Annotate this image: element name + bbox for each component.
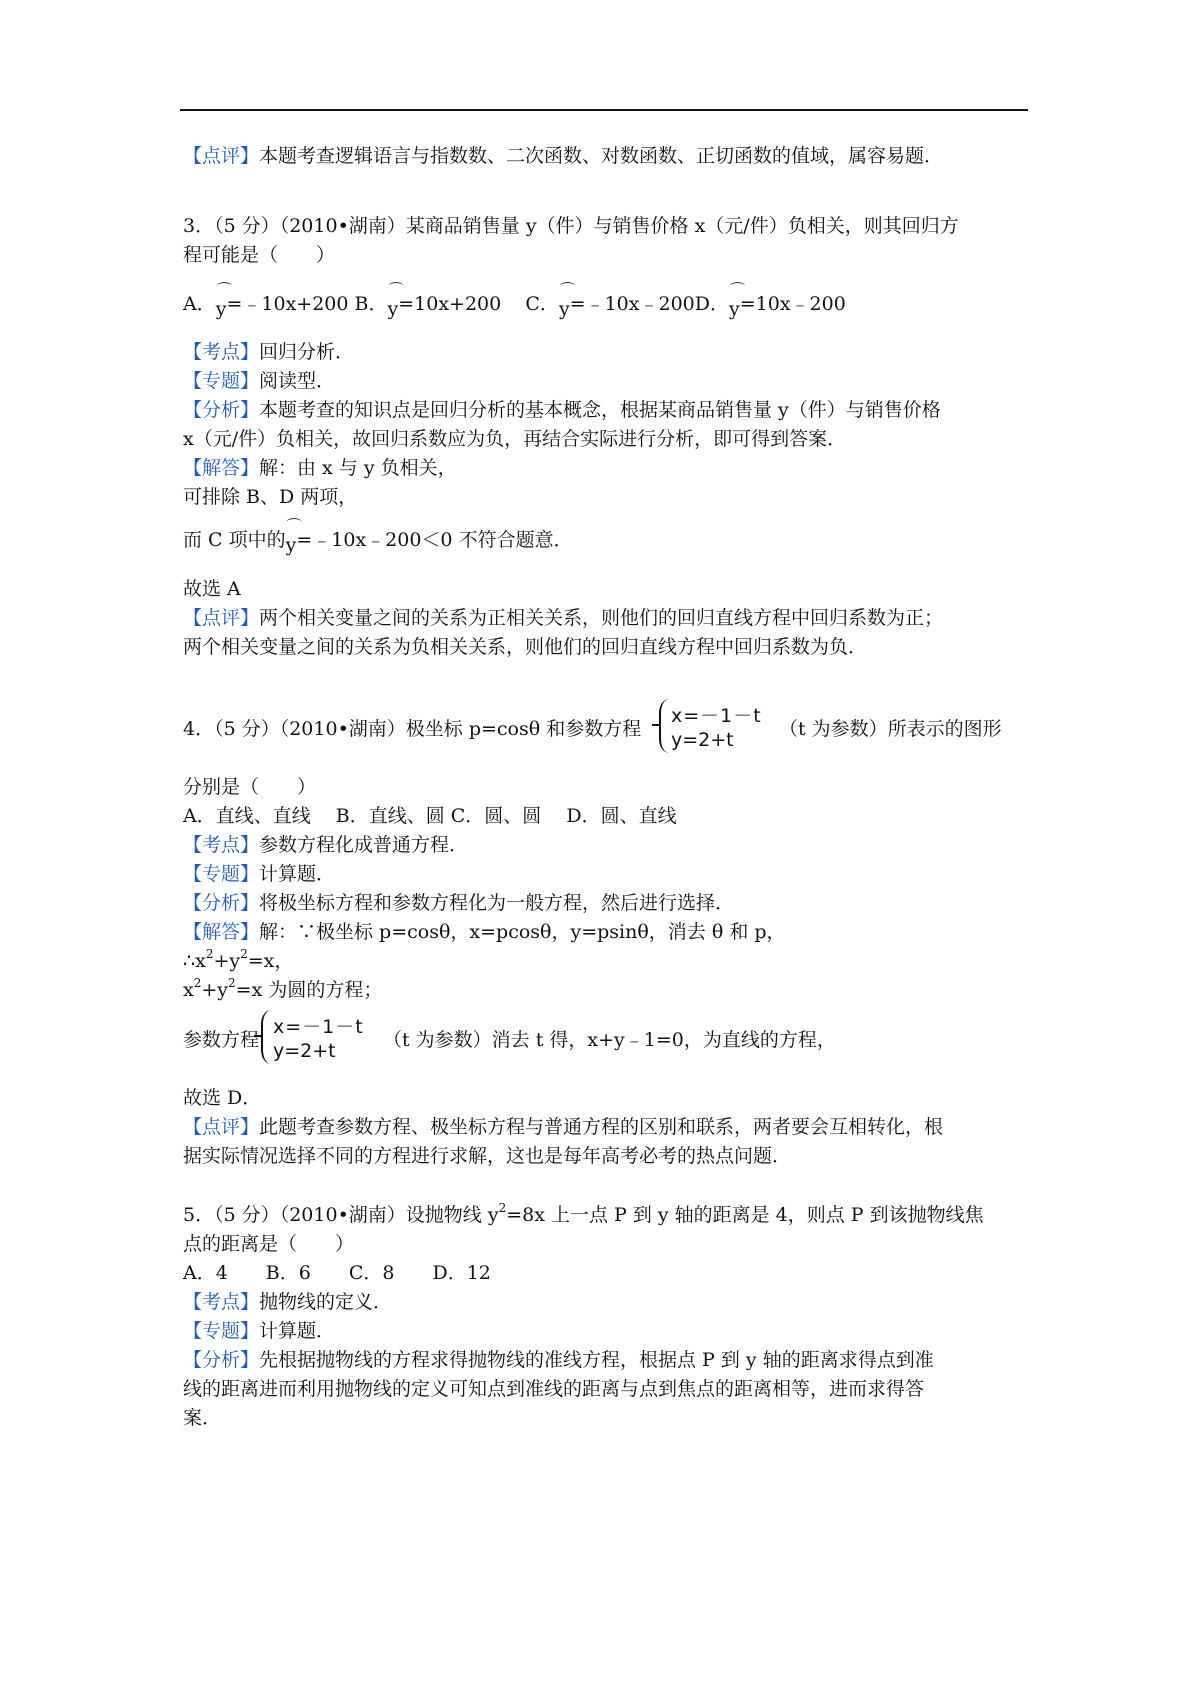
y-hat: ⌒ y <box>387 281 404 320</box>
q4-kaodian: 【考点】参数方程化成普通方程． <box>183 834 469 856</box>
q4-stem-post: （t 为参数）所表示的图形 <box>779 718 1002 740</box>
q3-dianping: 【点评】两个相关变量之间的关系为正相关关系，则他们的回归直线方程中回归系数为正； <box>183 607 944 629</box>
y-hat: ⌒ y <box>215 281 232 320</box>
intro-review: 【点评】本题考查逻辑语言与指数数、二次函数、对数函数、正切函数的值域，属容易题． <box>183 145 944 167</box>
q3-fenxi: 【分析】本题考查的知识点是回归分析的基本概念，根据某商品销售量 y（件）与销售价格 <box>183 399 941 421</box>
header-rule <box>180 109 1028 111</box>
q5-fenxi-cont: 线的距离进而利用抛物线的定义可知点到准线的距离与点到焦点的距离相等，进而求得答 <box>183 1378 925 1400</box>
q4-therefore: $\therefore x^2+y^2=x$， <box>183 947 294 972</box>
q4-dianping: 【点评】此题考查参数方程、极坐标方程与普通方程的区别和联系，两者要会互相转化，根 <box>183 1116 944 1138</box>
q3-fenxi-cont: x（元/件）负相关，故回归系数应为负，再结合实际进行分析，即可得到答案． <box>183 428 847 450</box>
q4-param-pre: 参数方程 <box>183 1029 260 1051</box>
param-equation-system: x=－1－t y=2+t <box>261 1010 361 1068</box>
q3-answer: 故选 A <box>183 578 241 600</box>
q4-zhuanti: 【专题】计算题． <box>183 863 336 885</box>
q3-zhuanti: 【专题】阅读型． <box>183 370 336 392</box>
param-equation-system: x=－1－t y=2+t <box>659 699 759 757</box>
q4-circle: $x^2+y^2=x$ 为圆的方程； <box>183 976 383 1001</box>
q3-jieda-line3: 而 C 项中的 ⌒ y=﹣10x﹣200＜0 不符合题意． <box>183 517 573 556</box>
q3-stem-line2: 程可能是（ ） <box>183 244 336 266</box>
y-hat: ⌒ y <box>728 281 745 320</box>
q4-stem-line2: 分别是（ ） <box>183 776 317 798</box>
q5-stem-line2: 点的距离是（ ） <box>183 1233 355 1255</box>
q3-jieda-line2: 可排除 B、D 两项， <box>183 486 358 508</box>
q4-jieda: 【解答】解：∵极坐标 p=cosθ，x=pcosθ，y=psinθ，消去 θ 和 p， <box>183 921 786 943</box>
q4-answer: 故选 D． <box>183 1087 262 1109</box>
q5-kaodian: 【考点】抛物线的定义． <box>183 1291 393 1313</box>
q4-options: A．直线、直线 B．直线、圆 C．圆、圆 D．圆、直线 <box>183 805 677 827</box>
left-brace-icon <box>659 699 669 753</box>
q4-param-post: （t 为参数）消去 t 得，x+y﹣1=0，为直线的方程， <box>383 1029 836 1051</box>
q5-zhuanti: 【专题】计算题． <box>183 1320 336 1342</box>
q4-fenxi: 【分析】将极坐标方程和参数方程化为一般方程，然后进行选择． <box>183 892 735 914</box>
q5-stem-line1: 5．（5 分）（2010•湖南）设抛物线 $y^2=8x$ 上一点 P 到 y 轴的距离是 4，则点 P 到该抛物线焦 <box>183 1201 984 1226</box>
q3-stem-line1: 3．（5 分）（2010•湖南）某商品销售量 y（件）与销售价格 x（元/件）负相关，则其回归方 <box>183 215 959 237</box>
q3-options: A． ⌒ y=﹣10x+200 B． ⌒ y=10x+200 C． ⌒ y=﹣10x﹣200D． ⌒ y=10x﹣200 <box>183 281 846 320</box>
q3-jieda: 【解答】解：由 x 与 y 负相关， <box>183 457 457 479</box>
y-hat: ⌒ y <box>285 517 302 556</box>
q3-kaodian: 【考点】回归分析． <box>183 341 355 363</box>
q5-fenxi-cont2: 案． <box>183 1407 222 1429</box>
left-brace-icon <box>261 1010 271 1064</box>
q3-dianping-cont: 两个相关变量之间的关系为负相关关系，则他们的回归直线方程中回归系数为负． <box>183 636 868 658</box>
q5-fenxi: 【分析】先根据抛物线的方程求得抛物线的准线方程，根据点 P 到 y 轴的距离求得点到准 <box>183 1349 934 1371</box>
q4-stem-pre: 4．（5 分）（2010•湖南）极坐标 p=cosθ 和参数方程 <box>183 718 642 740</box>
q4-dianping-cont: 据实际情况选择不同的方程进行求解，这也是每年高考必考的热点问题． <box>183 1145 792 1167</box>
q5-options: A．4 B．6 C．8 D．12 <box>183 1262 491 1284</box>
review-tag: 【点评】 <box>183 145 260 167</box>
y-hat: ⌒ y <box>558 281 575 320</box>
